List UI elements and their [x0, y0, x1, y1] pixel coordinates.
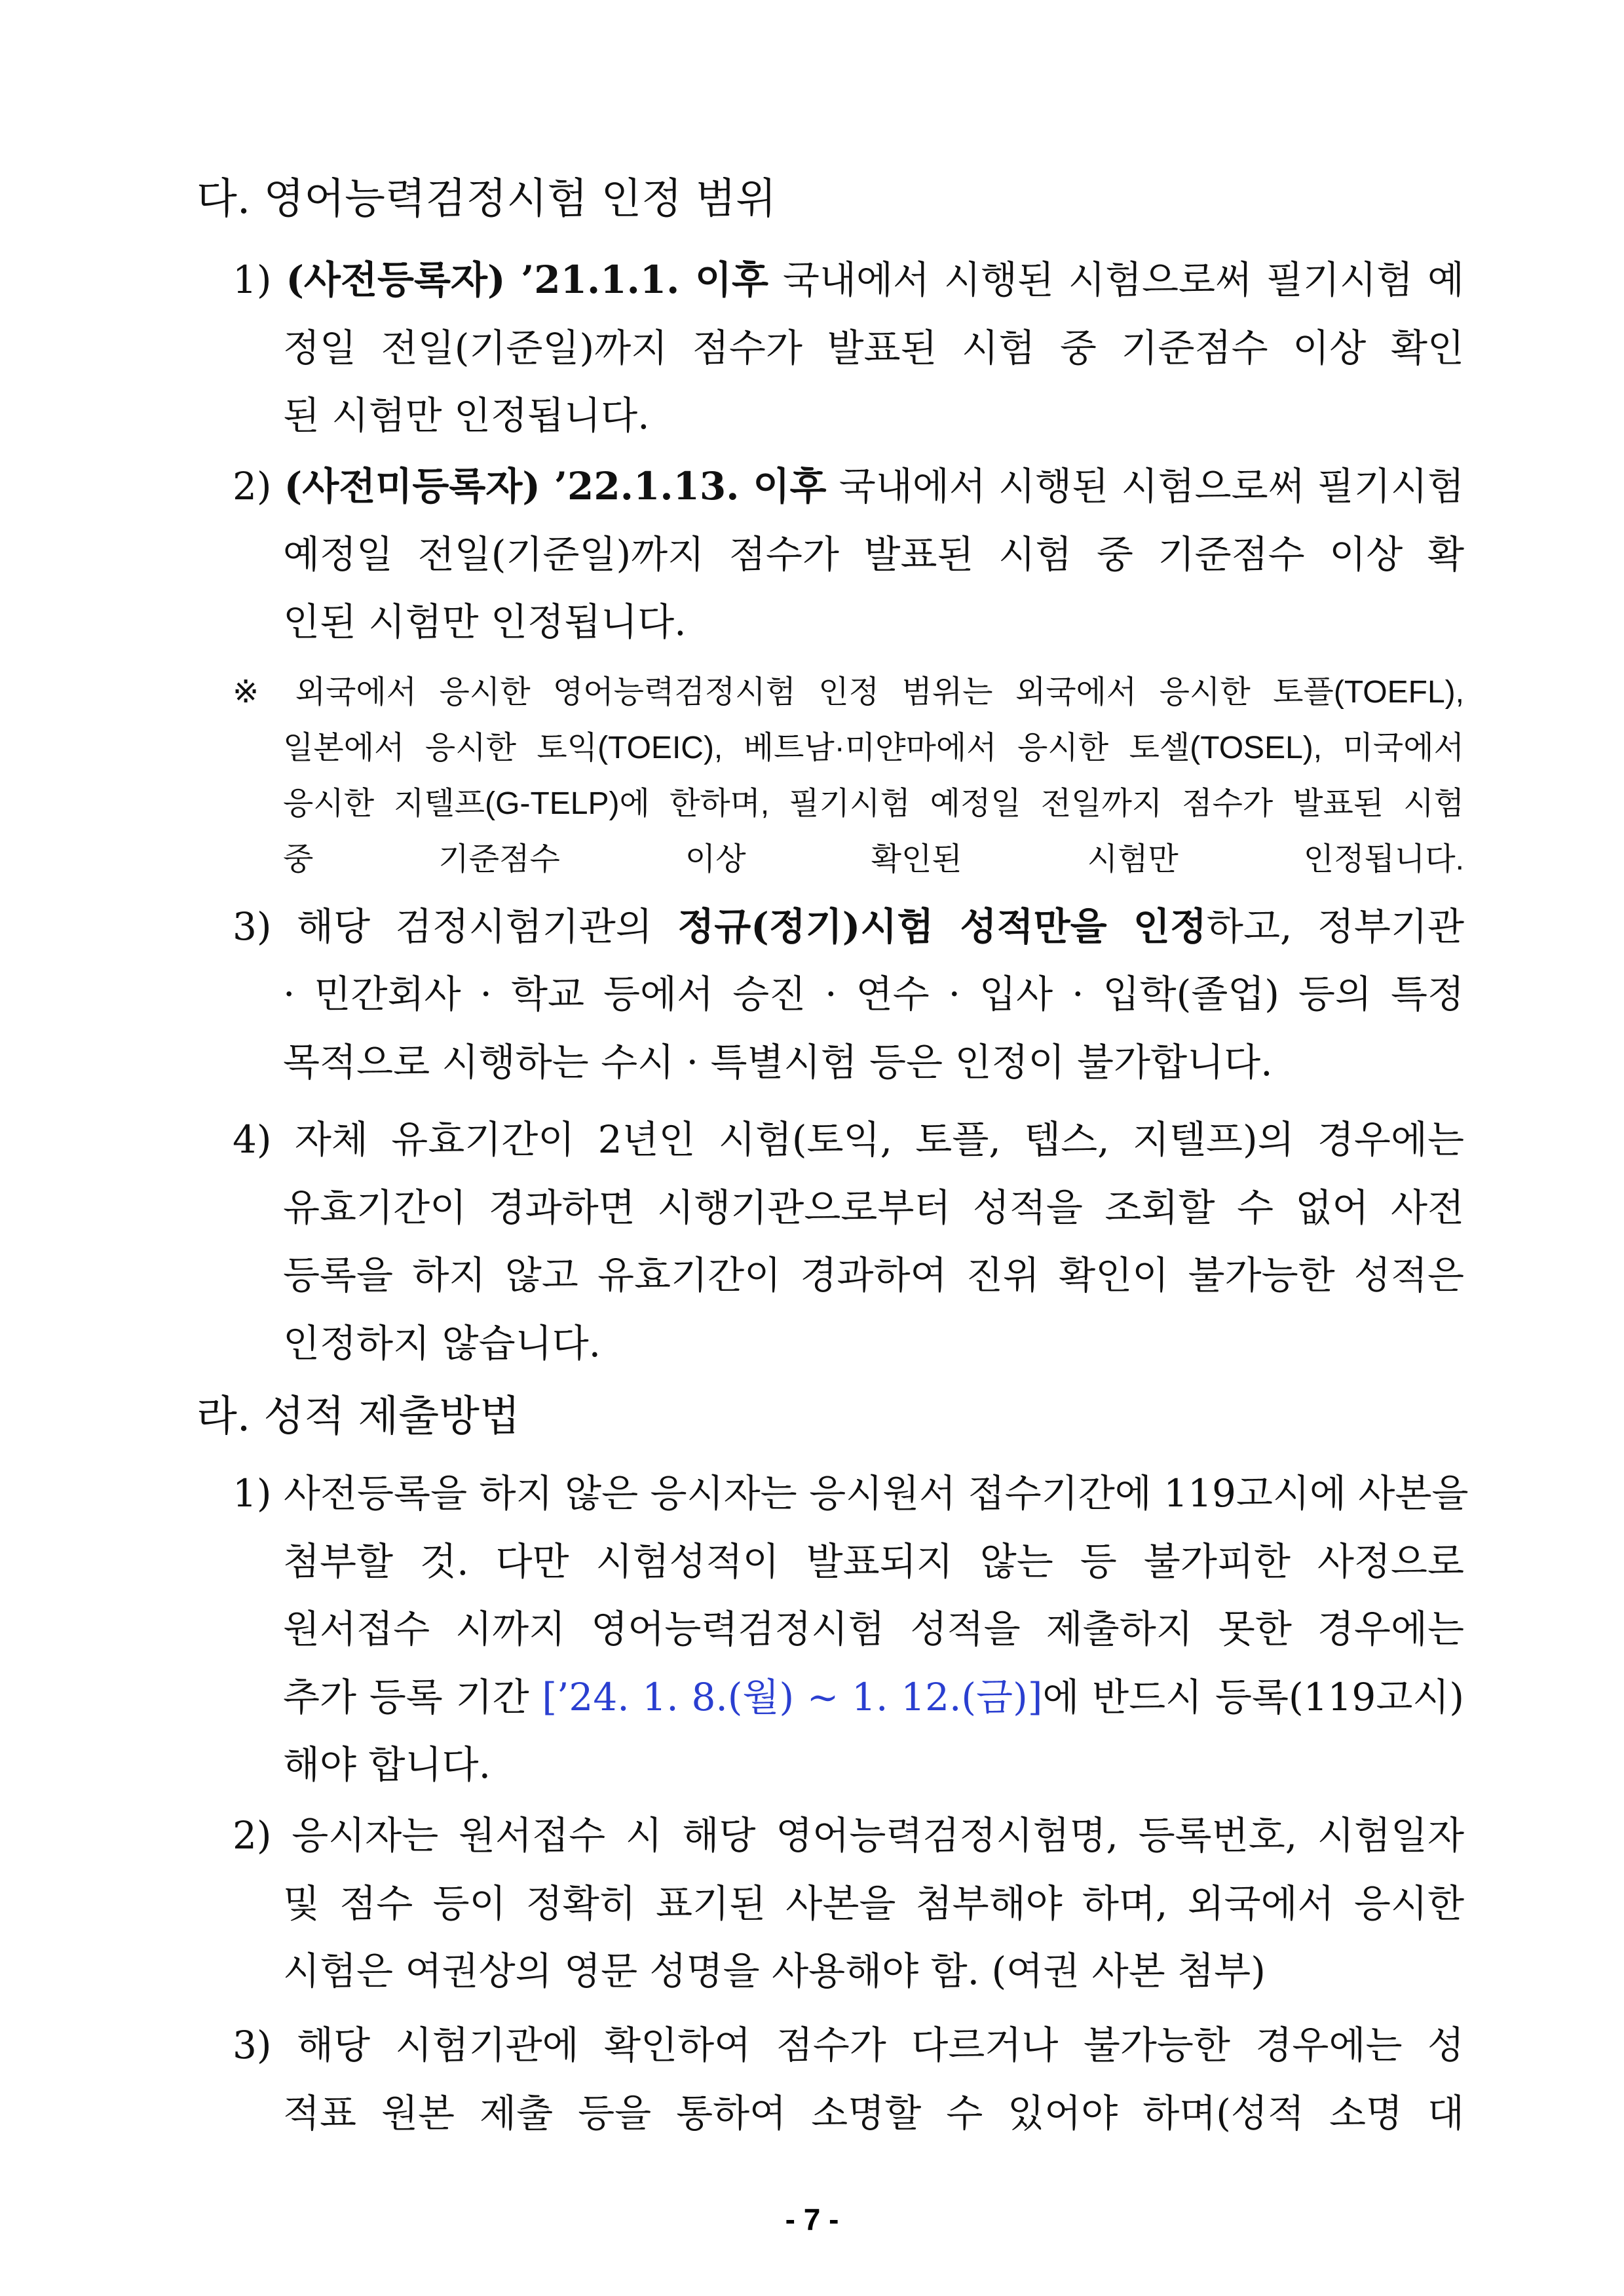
item-da-4-line4: 인정하지 않습니다. — [283, 1321, 601, 1366]
text: 해당 시험기관에 확인하여 점수가 다르거나 불가능한 경우에는 성 — [297, 2023, 1464, 2067]
text: 추가 등록 기간 — [283, 1675, 542, 1719]
item-number: 2) — [233, 464, 272, 508]
section-heading-da: 다. 영어능력검정시험 인정 범위 — [197, 175, 777, 223]
bold-text: (사전등록자) ’21.1.1. 이후 — [286, 258, 769, 302]
item-ra-1-line3: 원서접수 시까지 영어능력검정시험 성적을 제출하지 못한 경우에는 — [283, 1607, 1464, 1651]
item-da-3-line3: 목적으로 시행하는 수시 · 특별시험 등은 인정이 불가합니다. — [283, 1040, 1273, 1084]
item-da-4-line2: 유효기간이 경과하면 시행기관으로부터 성적을 조회할 수 없어 사전 — [283, 1185, 1464, 1230]
note-line4: 중 기준점수 이상 확인된 시험만 인정됩니다. — [283, 842, 1464, 877]
item-da-3-line1 — [233, 904, 1465, 949]
item-da-4-line1 — [233, 1117, 1464, 1162]
text: 외국에서 응시한 영어능력검정시험 인정 범위는 외국에서 응시한 토플(TOEFL), — [295, 675, 1464, 710]
bold-text: (사전미등록자) ’22.1.13. 이후 — [284, 464, 827, 508]
item-number: 4) — [233, 1117, 272, 1162]
text: 하고, 정부기관 — [1206, 904, 1465, 949]
item-da-1-line2: 정일 전일(기준일)까지 점수가 발표된 시험 중 기준점수 이상 확인 — [283, 326, 1464, 370]
item-number: 3) — [233, 904, 272, 949]
item-da-2-line2: 예정일 전일(기준일)까지 점수가 발표된 시험 중 기준점수 이상 확 — [283, 532, 1464, 577]
page-number: - 7 - — [785, 2202, 839, 2236]
item-ra-3-line1 — [233, 2023, 1464, 2067]
item-da-2-line1 — [233, 464, 1464, 508]
item-ra-2-line3: 시험은 여권상의 영문 성명을 사용해야 함. (여권 사본 첨부) — [283, 1949, 1266, 1993]
text: 사전등록을 하지 않은 응시자는 응시원서 접수기간에 119고시에 사본을 — [283, 1471, 1469, 1516]
item-ra-1-line2: 첨부할 것. 다만 시험성적이 발표되지 않는 등 불가피한 사정으로 — [283, 1539, 1464, 1584]
item-da-1-line1 — [233, 258, 1464, 302]
item-ra-2-line2: 및 점수 등이 정확히 표기된 사본을 첨부해야 하며, 외국에서 응시한 — [283, 1881, 1464, 1926]
text: 에 반드시 등록(119고시) — [1042, 1675, 1464, 1719]
item-number: 2) — [233, 1813, 272, 1858]
text: 국내에서 시행된 시험으로써 필기시험 예 — [768, 258, 1464, 302]
item-da-3-line2: · 민간회사 · 학교 등에서 승진 · 연수 · 입사 · 입학(졸업) 등의 특정 — [283, 972, 1464, 1016]
text: 해당 검정시험기관의 — [297, 904, 678, 949]
section-heading-ra: 라. 성적 제출방법 — [197, 1392, 520, 1441]
item-da-2-line3: 인된 시험만 인정됩니다. — [283, 600, 687, 644]
note-mark: ※ — [233, 675, 273, 710]
text: 응시자는 원서접수 시 해당 영어능력검정시험명, 등록번호, 시험일자 — [292, 1813, 1464, 1858]
item-number: 1) — [233, 1471, 272, 1516]
text: 자체 유효기간이 2년인 시험(토익, 토플, 텝스, 지텔프)의 경우에는 — [294, 1117, 1464, 1162]
registration-period: [’24. 1. 8.(월) ∼ 1. 12.(금)] — [542, 1675, 1043, 1719]
note-line2: 일본에서 응시한 토익(TOEIC), 베트남·미얀마에서 응시한 토셀(TOSEL), 미국에서 — [283, 731, 1464, 765]
item-ra-3-line2: 적표 원본 제출 등을 통하여 소명할 수 있어야 하며(성적 소명 대 — [283, 2091, 1464, 2135]
text: 국내에서 시행된 시험으로써 필기시험 — [826, 464, 1464, 508]
item-ra-1-line4 — [283, 1675, 1464, 1719]
item-ra-1-line5: 해야 합니다. — [283, 1742, 491, 1787]
item-ra-2-line1 — [233, 1813, 1464, 1858]
item-da-4-line3: 등록을 하지 않고 유효기간이 경과하여 진위 확인이 불가능한 성적은 — [283, 1253, 1464, 1297]
note-line1 — [233, 677, 1464, 708]
item-number: 1) — [233, 258, 272, 302]
item-number: 3) — [233, 2023, 272, 2067]
item-da-1-line3: 된 시험만 인정됩니다. — [283, 393, 650, 438]
item-ra-1-line1 — [233, 1471, 1469, 1516]
note-line3: 응시한 지텔프(G-TELP)에 한하며, 필기시험 예정일 전일까지 점수가 발표된 시험 — [283, 786, 1464, 821]
bold-text: 정규(정기)시험 성적만을 인정 — [677, 904, 1207, 949]
